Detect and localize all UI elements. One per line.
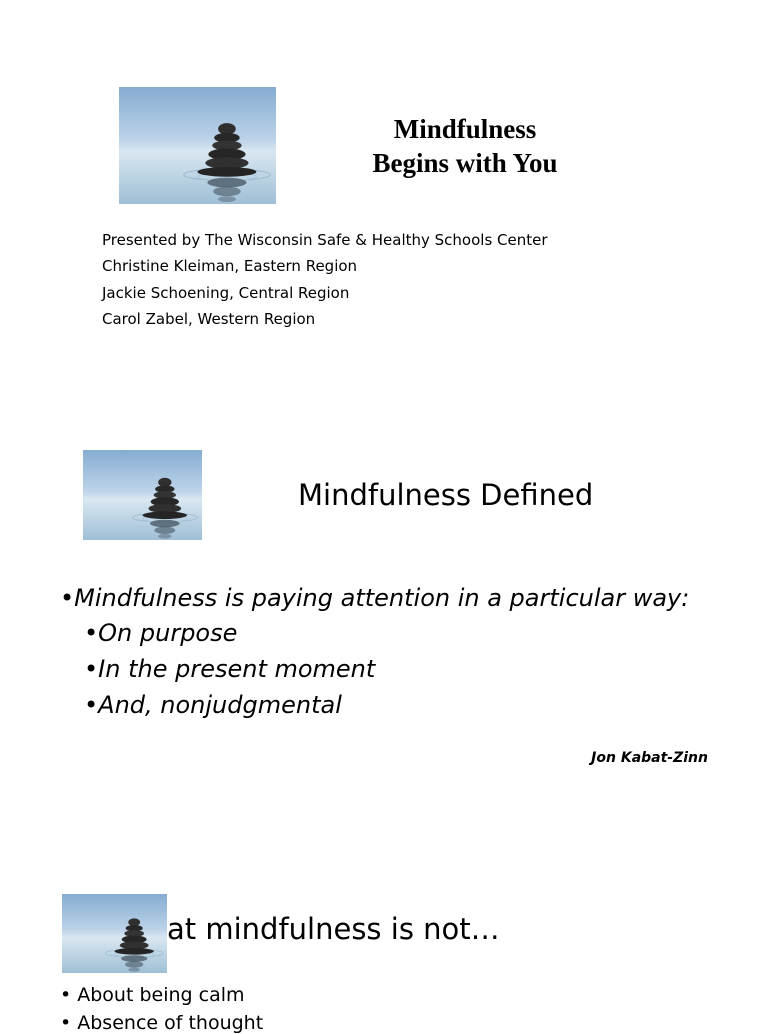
bullet-main: •Mindfulness is paying attention in a particular way: xyxy=(60,584,690,612)
stacked-stones-icon xyxy=(83,450,202,540)
bullet-text: Mindfulness is paying attention in a particular way: xyxy=(74,584,690,612)
slide1-title-line1: Mindfulness xyxy=(393,114,537,144)
sub-bullet: •On purpose xyxy=(84,619,238,647)
slide3-title: at mindfulness is not… xyxy=(167,912,500,946)
stacked-stones-icon xyxy=(119,87,276,204)
bullet-item: • About being calm xyxy=(60,984,245,1006)
stacked-stones-icon xyxy=(62,894,167,973)
presenter-line: Jackie Schoening, Central Region xyxy=(102,284,350,302)
slide2-title: Mindfulness Defined xyxy=(298,478,594,512)
presenter-line: Christine Kleiman, Eastern Region xyxy=(102,257,358,275)
sub-bullet: •And, nonjudgmental xyxy=(84,691,342,719)
bullet-text: About being calm xyxy=(77,984,245,1006)
sub-bullet-text: On purpose xyxy=(98,619,238,647)
presenter-line: Carol Zabel, Western Region xyxy=(102,310,316,328)
sub-bullet-text: In the present moment xyxy=(98,655,376,683)
presenter-line: Presented by The Wisconsin Safe & Healthy Schools Center xyxy=(102,231,548,249)
slide1-title xyxy=(330,112,600,180)
slide1-title-line2: Begins with You xyxy=(372,148,558,178)
sub-bullet: •In the present moment xyxy=(84,655,376,683)
bullet-item: • Absence of thought xyxy=(60,1012,264,1034)
bullet-text: Absence of thought xyxy=(77,1012,264,1034)
sub-bullet-text: And, nonjudgmental xyxy=(98,691,342,719)
quote-attribution: Jon Kabat-Zinn xyxy=(591,750,708,766)
